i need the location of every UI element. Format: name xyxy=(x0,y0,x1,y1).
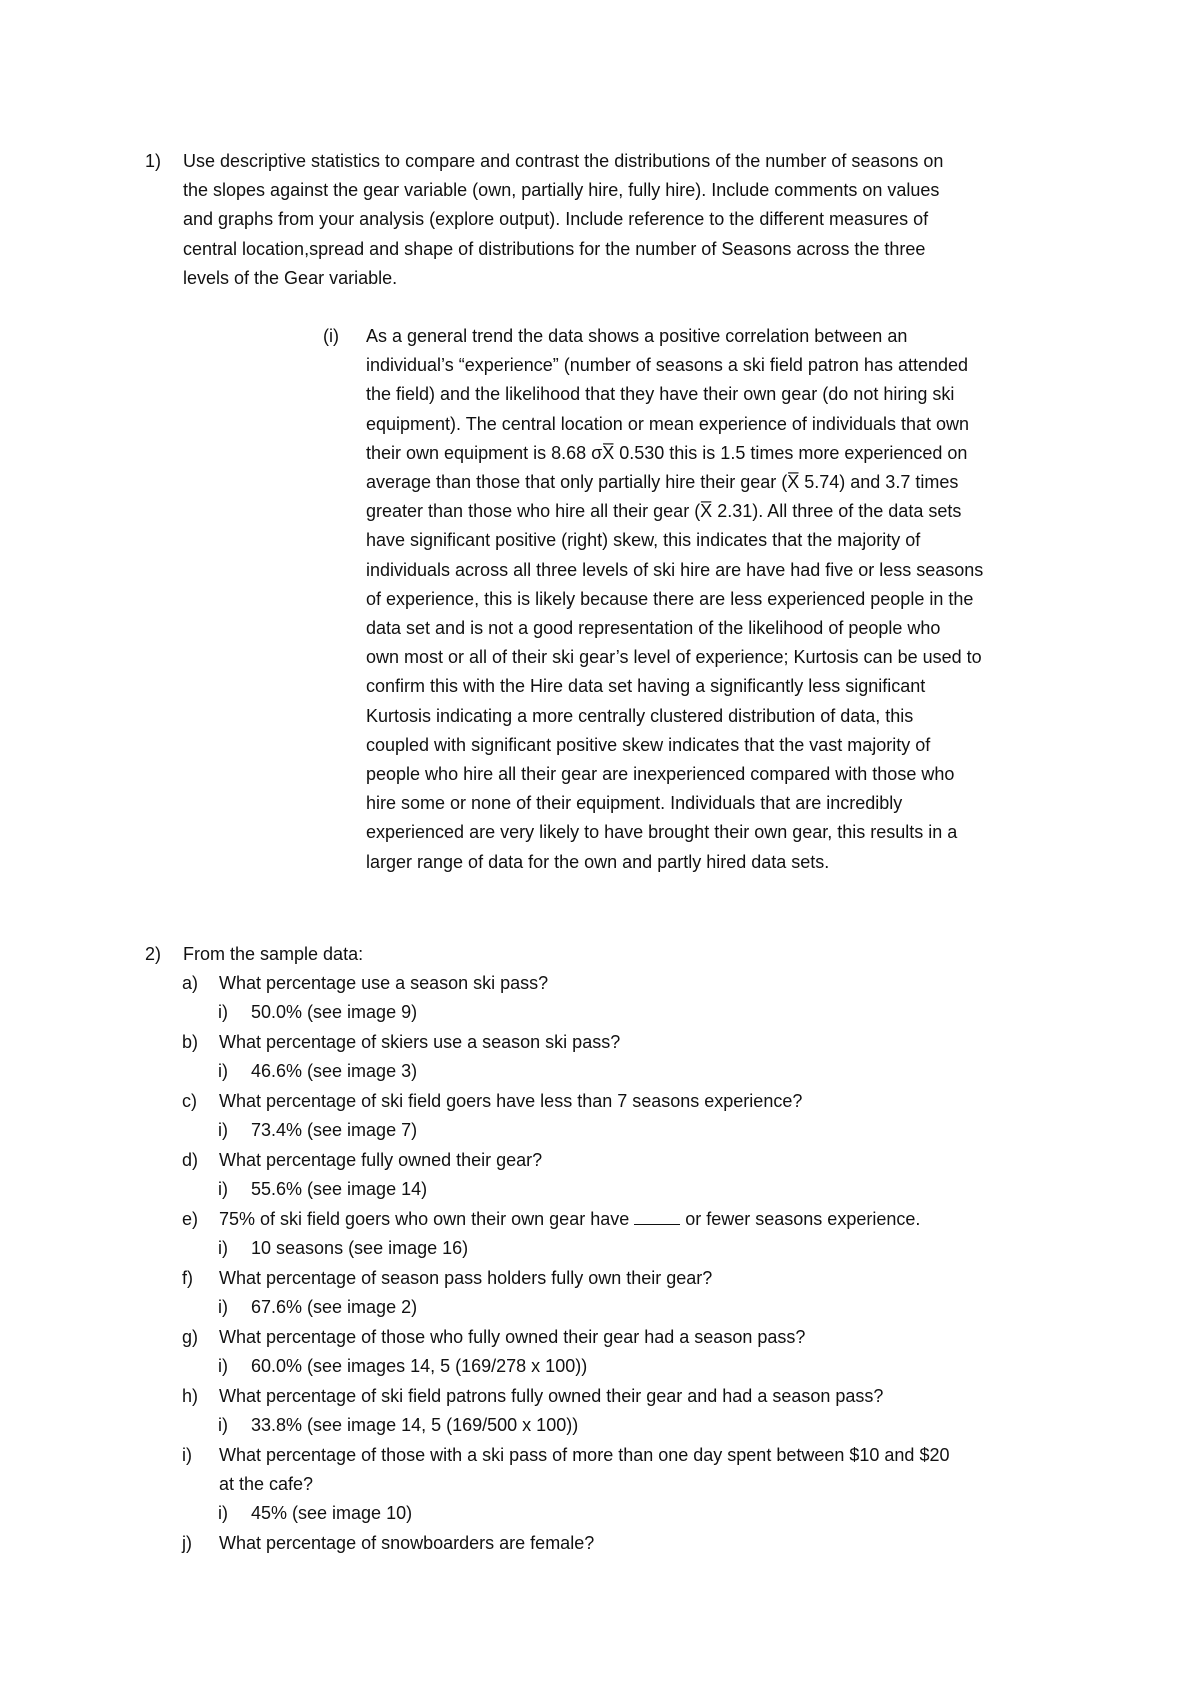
answer-numeral: i) xyxy=(218,1238,228,1258)
answer-text: 33.8% (see image 14, 5 (169/500 x 100)) xyxy=(251,1415,579,1435)
question-line: central location,spread and shape of distributions for the number of Seasons across the three xyxy=(183,238,926,259)
question-line: levels of the Gear variable. xyxy=(183,267,398,288)
question-number: 2) xyxy=(145,944,162,964)
sub-question-letter: j) xyxy=(182,1533,192,1553)
sub-question-text: What percentage of season pass holders fully own their gear? xyxy=(219,1268,713,1288)
answer-text: 67.6% (see image 2) xyxy=(251,1297,418,1317)
answer-numeral: i) xyxy=(218,1179,228,1199)
question-text: From the sample data: xyxy=(183,944,364,964)
answer-numeral: i) xyxy=(218,1120,228,1140)
fill-in-blank xyxy=(634,1210,680,1225)
answer-line: experienced are very likely to have brought their own gear, this results in a xyxy=(366,822,958,843)
sub-question-letter: i) xyxy=(182,1445,192,1465)
answer-line: equipment). The central location or mean experience of individuals that own xyxy=(366,413,970,434)
answer-line: individual’s “experience” (number of seasons a ski field patron has attended xyxy=(366,355,969,376)
answer-text: 55.6% (see image 14) xyxy=(251,1179,428,1199)
answer-line: coupled with significant positive skew indicates that the vast majority of xyxy=(366,734,931,755)
answer-text: 50.0% (see image 9) xyxy=(251,1002,418,1022)
question-line: and graphs from your analysis (explore output). Include reference to the different measures of xyxy=(183,209,929,230)
sub-question-text: What percentage of those who fully owned their gear had a season pass? xyxy=(219,1327,806,1347)
answer-numeral: i) xyxy=(218,1061,228,1081)
text-before-blank: 75% of ski field goers who own their own gear have xyxy=(219,1209,635,1229)
text-after-blank: or fewer seasons experience. xyxy=(680,1209,921,1229)
sub-question-letter: c) xyxy=(182,1091,197,1111)
sub-question-line: at the cafe? xyxy=(219,1474,314,1495)
sub-question-text: What percentage fully owned their gear? xyxy=(219,1150,543,1170)
answer-line: have significant positive (right) skew, this indicates that the majority of xyxy=(366,530,921,551)
answer-line: average than those that only partially hire their gear (X̅ 5.74) and 3.7 times xyxy=(366,472,959,493)
answer-text: 46.6% (see image 3) xyxy=(251,1061,418,1081)
answer-numeral: i) xyxy=(218,1356,228,1376)
answer-line: confirm this with the Hire data set having a significantly less significant xyxy=(366,676,926,697)
sub-question-text xyxy=(219,1205,920,1234)
answer-line: Kurtosis indicating a more centrally clustered distribution of data, this xyxy=(366,705,914,726)
sub-question-letter: a) xyxy=(182,973,199,993)
answer-line: their own equipment is 8.68 σX̅ 0.530 this is 1.5 times more experienced on xyxy=(366,442,968,463)
sub-question-letter: f) xyxy=(182,1268,193,1288)
answer-text: 45% (see image 10) xyxy=(251,1503,413,1523)
answer-text: 73.4% (see image 7) xyxy=(251,1120,418,1140)
sub-question-letter: h) xyxy=(182,1386,199,1406)
answer-line: As a general trend the data shows a positive correlation between an xyxy=(366,326,908,346)
answer-numeral: i) xyxy=(218,1002,228,1022)
question-line: Use descriptive statistics to compare and contrast the distributions of the number of seasons on xyxy=(183,151,944,171)
answer-line: individuals across all three levels of ski hire are have had five or less seasons xyxy=(366,559,984,580)
answer-text xyxy=(366,322,1093,877)
answer-line: own most or all of their ski gear’s level of experience; Kurtosis can be used to xyxy=(366,647,982,668)
answer-line: the field) and the likelihood that they have their own gear (do not hiring ski xyxy=(366,384,955,405)
sub-question-text: What percentage of skiers use a season ski pass? xyxy=(219,1032,621,1052)
sub-question-text: What percentage of snowboarders are female? xyxy=(219,1533,595,1553)
sub-question-letter: e) xyxy=(182,1209,199,1229)
sub-question-line: What percentage of those with a ski pass of more than one day spent between $10 and $20 xyxy=(219,1445,950,1465)
answer-line: hire some or none of their equipment. Individuals that are incredibly xyxy=(366,793,903,814)
answer-number: (i) xyxy=(323,326,339,346)
sub-question-text: What percentage use a season ski pass? xyxy=(219,973,549,993)
answer-line: people who hire all their gear are inexperienced compared with those who xyxy=(366,764,955,785)
question-line: the slopes against the gear variable (own, partially hire, fully hire). Include comments on values xyxy=(183,180,940,201)
answer-numeral: i) xyxy=(218,1503,228,1523)
question-text xyxy=(183,147,1073,293)
sub-question-text: What percentage of ski field patrons fully owned their gear and had a season pass? xyxy=(219,1386,884,1406)
answer-line: larger range of data for the own and partly hired data sets. xyxy=(366,851,830,872)
sub-question-letter: b) xyxy=(182,1032,199,1052)
sub-question-letter: g) xyxy=(182,1327,199,1347)
answer-line: data set and is not a good representation of the likelihood of people who xyxy=(366,618,941,639)
answer-text: 10 seasons (see image 16) xyxy=(251,1238,469,1258)
sub-question-text xyxy=(219,1441,949,1499)
answer-numeral: i) xyxy=(218,1297,228,1317)
answer-numeral: i) xyxy=(218,1415,228,1435)
answer-text: 60.0% (see images 14, 5 (169/278 x 100)) xyxy=(251,1356,588,1376)
question-number: 1) xyxy=(145,151,162,171)
answer-line: greater than those who hire all their gear (X̅ 2.31). All three of the data sets xyxy=(366,501,962,522)
sub-question-text: What percentage of ski field goers have less than 7 seasons experience? xyxy=(219,1091,803,1111)
sub-question-letter: d) xyxy=(182,1150,199,1170)
answer-line: of experience, this is likely because there are less experienced people in the xyxy=(366,588,974,609)
